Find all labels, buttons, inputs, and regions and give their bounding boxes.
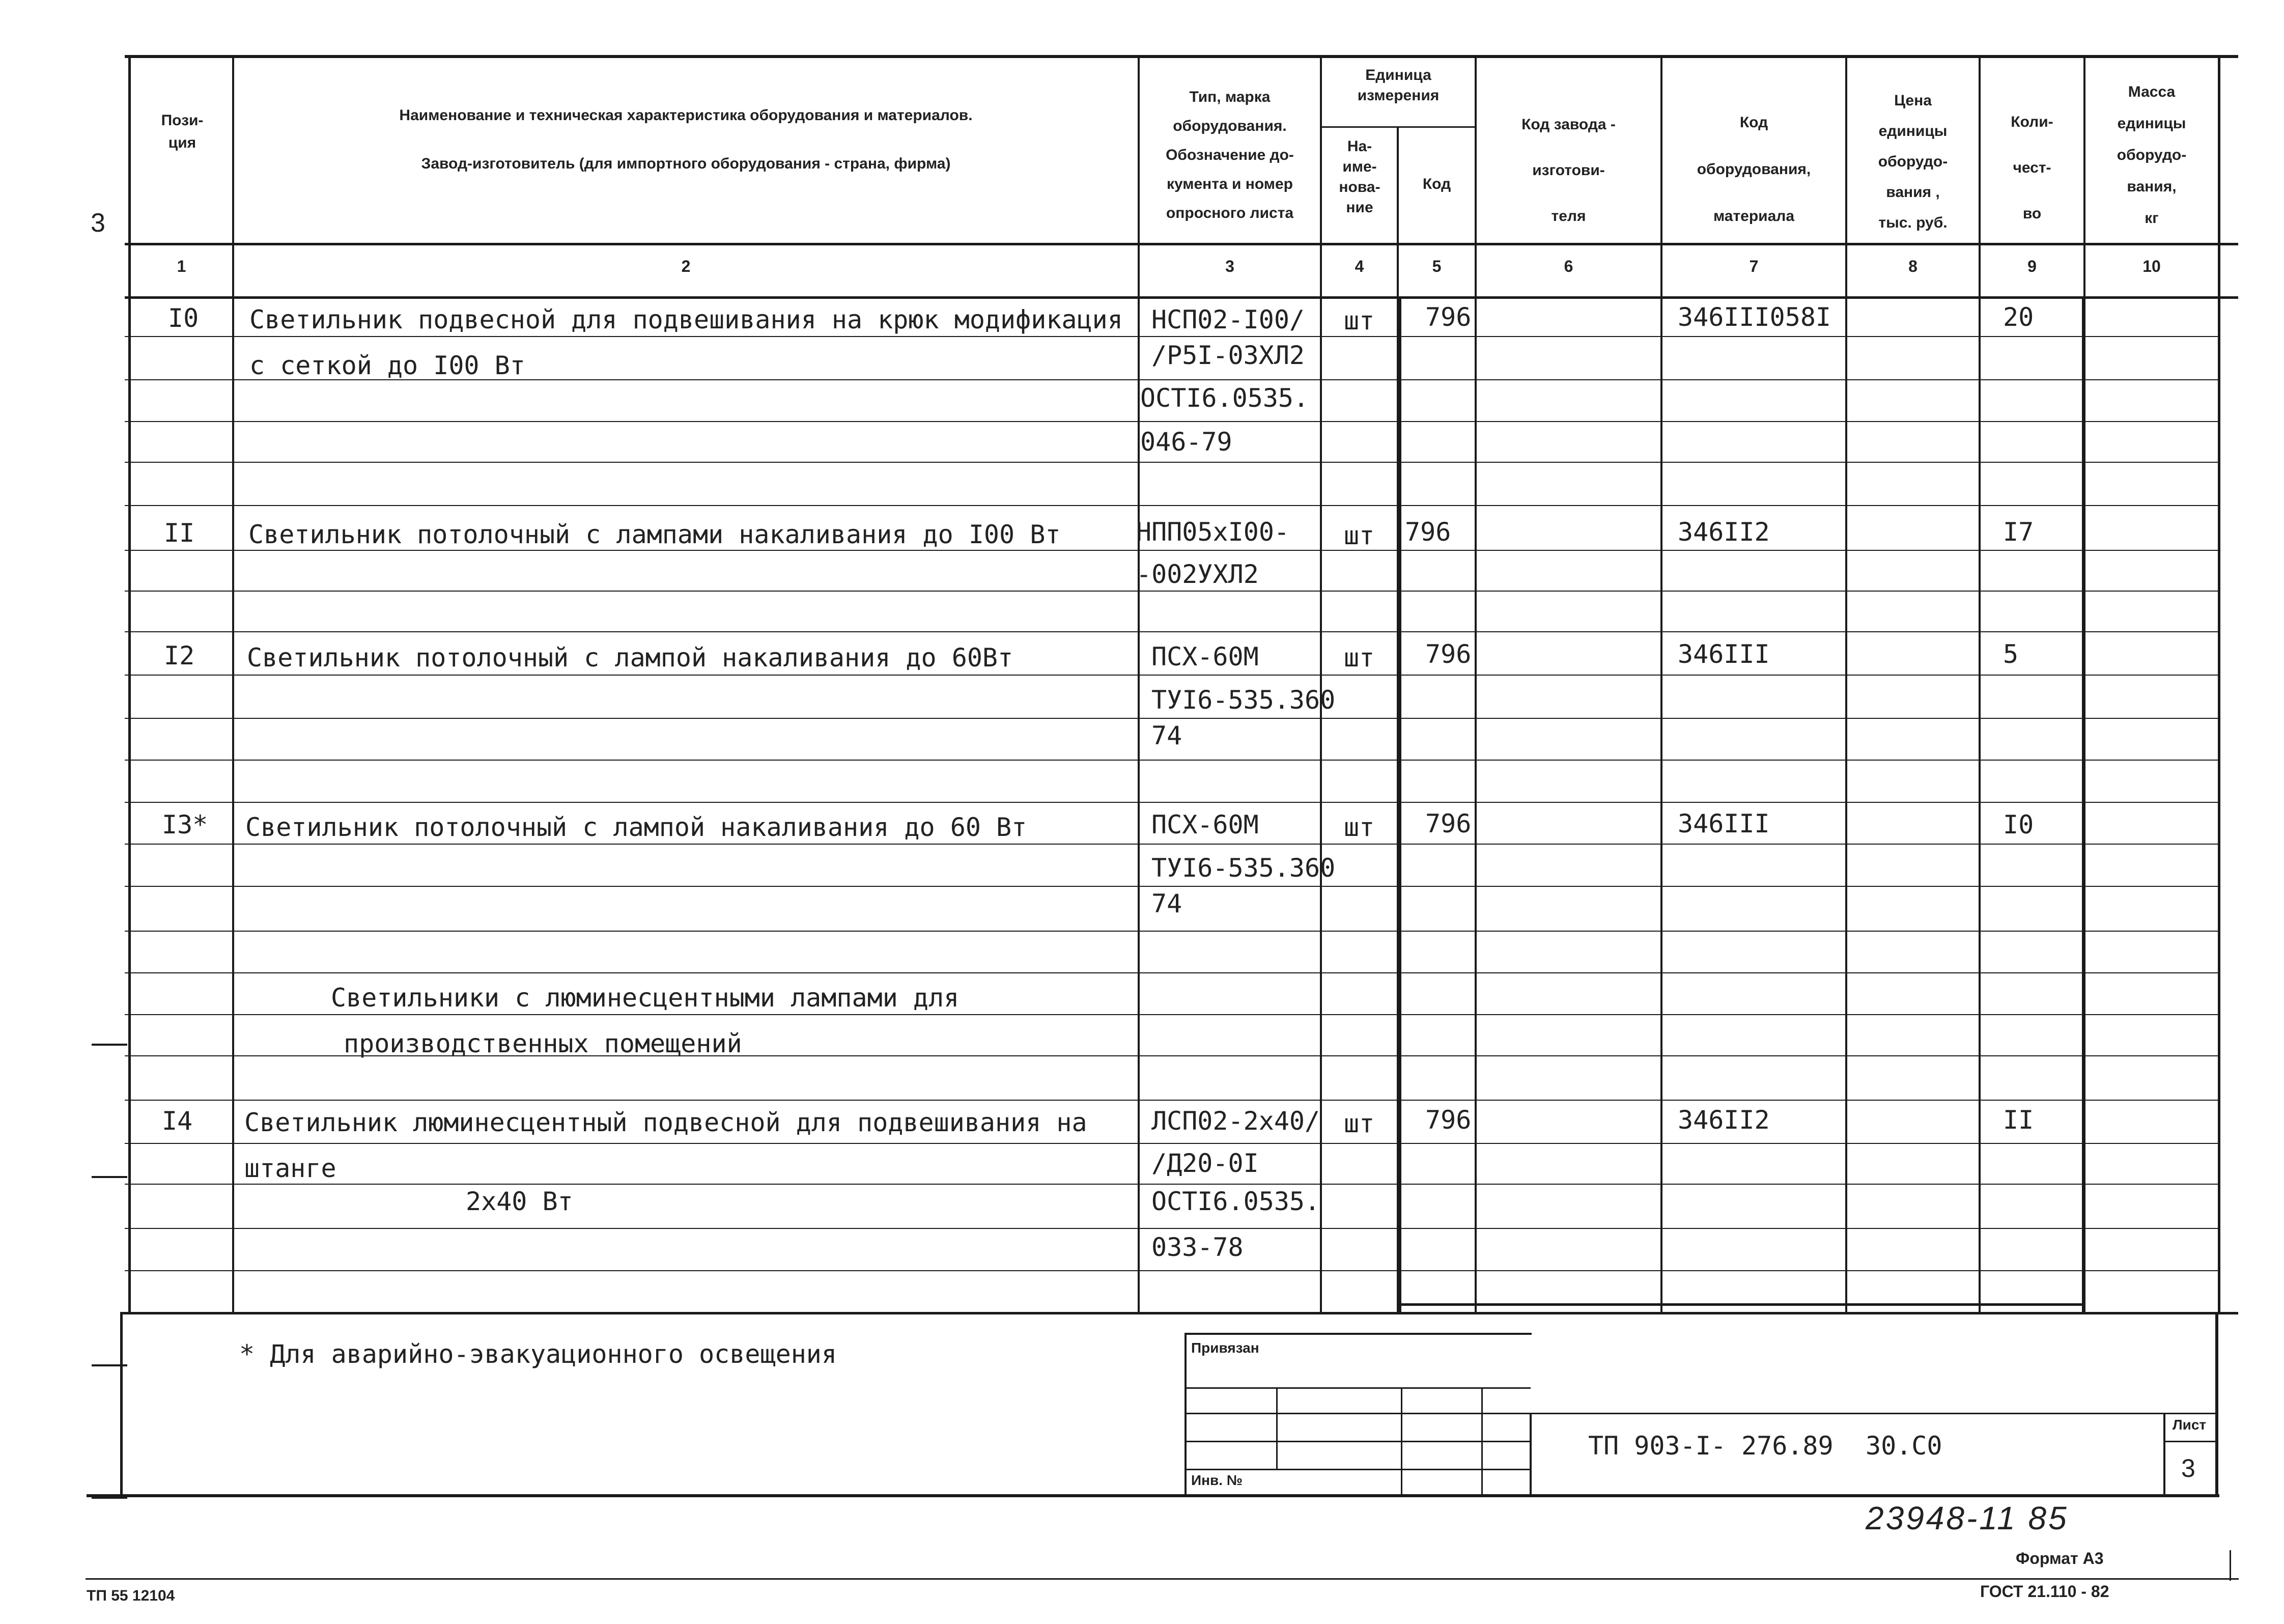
header-unit-name: На- име- нова- ние [1339, 138, 1380, 216]
header-equipment-code: Код оборудования, материала [1697, 114, 1811, 225]
row-type: 74 [1151, 889, 1182, 918]
row-name: штанге [244, 1154, 336, 1183]
row-type: ТУI6-535.360 [1151, 853, 1336, 883]
section-heading: Светильники с люминесцентными лампами для [331, 983, 960, 1013]
row-unit-code: 796 [1425, 639, 1472, 669]
col-number: 3 [1225, 257, 1234, 275]
row-equipment-code: 346II2 [1678, 517, 1770, 547]
row-quantity: 5 [2003, 639, 2019, 669]
row-type: ПСХ-60М [1151, 810, 1259, 839]
row-name: Светильник люминесцентный подвесной для подвешивания на [244, 1108, 1087, 1137]
stamp-inventory-label: Инв. № [1191, 1472, 1243, 1488]
row-type: /Р5I-03ХЛ2 [1151, 341, 1305, 370]
header-factory-code: Код завода - изготови- теля [1521, 116, 1616, 225]
row-unit-code: 796 [1425, 1105, 1472, 1135]
col-number: 1 [177, 257, 186, 275]
row-equipment-code: 346III [1678, 639, 1770, 669]
row-equipment-code: 346III [1678, 809, 1770, 838]
sheet-label: Лист [2173, 1417, 2207, 1433]
bottom-left-code: ТП 55 12104 [87, 1587, 175, 1604]
header-unit-group: Единица измерения [1357, 67, 1440, 104]
row-unit-code: 796 [1405, 517, 1451, 547]
header-type: Тип, марка оборудования. Обозначение до- кумента и номер опросного листа [1166, 89, 1294, 221]
header-quantity: Коли- чест- во [2011, 114, 2053, 222]
col-number: 2 [681, 257, 691, 275]
row-unit: шт [1344, 1109, 1375, 1138]
row-type: НСП02-I00/ [1151, 305, 1305, 334]
header-unit-code: Код [1422, 176, 1451, 192]
row-position: I4 [162, 1106, 193, 1136]
row-unit: шт [1344, 813, 1375, 842]
row-position: II [164, 518, 195, 548]
row-type: -002УХЛ2 [1136, 559, 1259, 589]
col-number: 9 [2027, 257, 2037, 275]
footnote: * Для аварийно-эвакуационного освещения [239, 1339, 837, 1369]
gost-label: ГОСТ 21.110 - 82 [1980, 1582, 2109, 1601]
header-position: Пози- ция [161, 112, 204, 151]
row-unit-code: 796 [1425, 302, 1472, 332]
section-heading: производственных помещений [344, 1029, 742, 1058]
col-number: 8 [1908, 257, 1918, 275]
row-type: 046-79 [1140, 427, 1232, 457]
row-unit: шт [1344, 521, 1375, 550]
stamp-bound-label: Привязан [1191, 1340, 1259, 1356]
row-quantity: 20 [2003, 302, 2034, 332]
row-unit: шт [1344, 643, 1375, 673]
row-type: ПСХ-60М [1151, 642, 1259, 671]
row-name: с сеткой до I00 Вт [249, 351, 525, 380]
row-name: Светильник потолочный с лампами накаливания до I00 Вт [248, 520, 1061, 549]
row-type: ЛСП02-2х40/ [1151, 1106, 1320, 1136]
col-number: 6 [1564, 257, 1573, 275]
row-type: ОСТI6.0535. [1151, 1187, 1320, 1216]
header-name-line2: Завод-изготовитель (для импортного оборудования - страна, фирма) [421, 155, 951, 172]
sheet-number: 3 [2181, 1454, 2195, 1482]
col-number: 4 [1355, 257, 1364, 275]
handwritten-number: 23948-11 85 [1866, 1500, 2069, 1536]
col-number: 7 [1749, 257, 1759, 275]
document-code: ТП 903-I- 276.89 [1588, 1431, 1834, 1461]
row-unit-code: 796 [1425, 809, 1472, 838]
row-unit: шт [1344, 306, 1375, 335]
row-equipment-code: 346II2 [1678, 1105, 1770, 1135]
row-quantity: I7 [2003, 517, 2034, 547]
row-name: Светильник подвесной для подвешивания на крюк модификация [249, 305, 1123, 334]
header-mass: Масса единицы оборудо- вания, кг [2117, 83, 2187, 227]
row-type: /Д20-0I [1151, 1149, 1259, 1178]
margin-number: 3 [91, 208, 105, 238]
row-position: I3* [162, 810, 208, 839]
row-quantity: II [2003, 1105, 2034, 1135]
row-type: 033-78 [1151, 1233, 1244, 1262]
row-position: I2 [164, 641, 195, 670]
header-price: Цена единицы оборудо- вания , тыс. руб. [1878, 92, 1948, 231]
section-code: 30.С0 [1866, 1431, 1942, 1461]
row-type: НПП05хI00- [1136, 517, 1290, 547]
row-name: 2х40 Вт [466, 1187, 573, 1216]
row-position: I0 [168, 303, 199, 333]
row-type: ТУI6-535.360 [1151, 685, 1336, 715]
row-name: Светильник потолочный с лампой накаливания до 60 Вт [245, 813, 1027, 842]
header-name-line1: Наименование и техническая характеристика оборудования и материалов. [399, 107, 973, 124]
row-quantity: I0 [2003, 810, 2034, 839]
format-label: Формат А3 [2016, 1549, 2104, 1567]
row-name: Светильник потолочный с лампой накаливания до 60Вт [247, 643, 1013, 673]
col-number: 10 [2142, 257, 2161, 275]
row-type: 74 [1151, 721, 1182, 750]
col-number: 5 [1432, 257, 1442, 275]
row-type: ОСТI6.0535. [1140, 383, 1309, 413]
row-equipment-code: 346III058I [1678, 302, 1831, 332]
